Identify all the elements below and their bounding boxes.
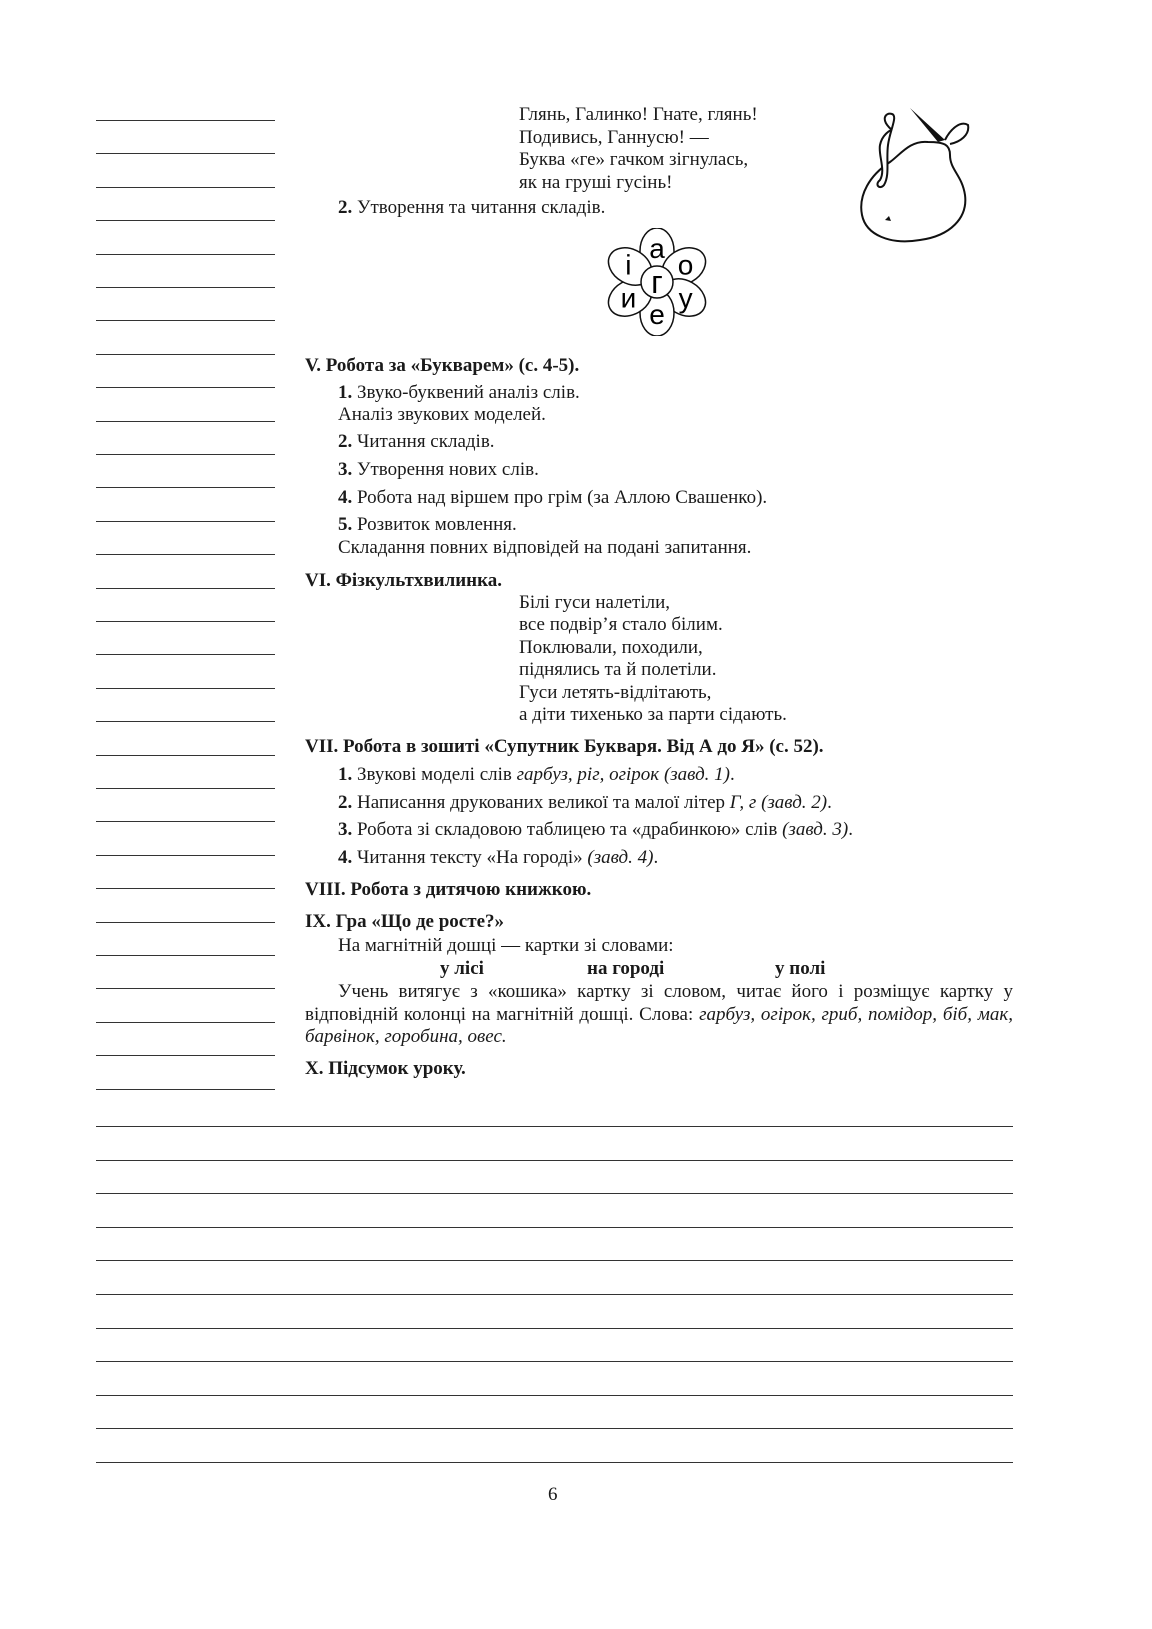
list-item: 1. Звукові моделі слів гарбуз, ріг, огірок (завд. 1). xyxy=(338,764,735,785)
note-line xyxy=(96,821,275,822)
poem-line: Буква «ге» гачком зігнулась, xyxy=(519,149,749,170)
note-line xyxy=(96,153,275,154)
note-line xyxy=(96,1160,1013,1161)
poem-line: а діти тихенько за парти сідають. xyxy=(519,704,787,725)
poem-line: піднялись та й полетіли. xyxy=(519,659,717,681)
note-line xyxy=(96,487,275,488)
note-line xyxy=(96,1193,1013,1194)
note-line xyxy=(96,554,275,555)
poem-line: Подивись, Ганнусю! — xyxy=(519,127,709,148)
card-word: на городі xyxy=(587,958,665,979)
list-item: 4. Читання тексту «На городі» (завд. 4). xyxy=(338,846,659,868)
note-line xyxy=(96,988,275,989)
step-2: 2. Утворення та читання складів. xyxy=(338,197,606,218)
list-item: 4. Робота над віршем про грім (за Аллою Свашенко). xyxy=(338,487,768,508)
note-line xyxy=(96,955,275,956)
list-item: Аналіз звукових моделей. xyxy=(338,404,546,425)
poem-line: Поклювали, походили, xyxy=(519,636,703,658)
note-line xyxy=(96,1428,1013,1429)
list-item: 1. Звуко-буквений аналіз слів. xyxy=(338,382,580,403)
note-line xyxy=(96,788,275,789)
petal-letter: о xyxy=(677,249,694,281)
note-line xyxy=(96,354,275,355)
note-line xyxy=(96,1395,1013,1396)
note-line xyxy=(96,387,275,388)
note-line xyxy=(96,521,275,522)
section-9-heading: IX. Гра «Що де росте?» xyxy=(305,911,504,932)
note-line xyxy=(96,855,275,856)
list-item: 2. Написання друкованих великої та малої літер Г, г (завд. 2). xyxy=(338,791,832,813)
note-line xyxy=(96,688,275,689)
note-line xyxy=(96,1260,1013,1261)
note-line xyxy=(96,922,275,923)
section-9-intro: На магнітній дошці — картки зі словами: xyxy=(338,935,674,956)
section-10-heading: X. Підсумок уроку. xyxy=(305,1058,466,1079)
note-line xyxy=(96,1328,1013,1329)
note-line xyxy=(96,454,275,455)
poem-line: все подвір’я стало білим. xyxy=(519,614,723,636)
note-line xyxy=(96,588,275,589)
page-number: 6 xyxy=(548,1484,558,1505)
card-word: у полі xyxy=(775,958,826,979)
section-6-heading: VI. Фізкультхвилинка. xyxy=(305,570,503,591)
note-line xyxy=(96,1022,275,1023)
section-8-heading: VIII. Робота з дитячою книжкою. xyxy=(305,879,592,900)
petal-letter: а xyxy=(649,233,665,264)
poem-line: Білі гуси налетіли, xyxy=(519,592,671,613)
note-line xyxy=(96,320,275,321)
note-line xyxy=(96,621,275,622)
note-line xyxy=(96,1126,1013,1127)
list-item: Складання повних відповідей на подані запитання. xyxy=(338,537,752,558)
list-item: 2. Читання складів. xyxy=(338,431,495,452)
section-9-paragraph: Учень витягує з «кошика» картку зі словом, читає його і розміщує картку у відповідній колонці на магнітній дошці. Слова: гарбуз, огірок, гриб, помідор, біб, мак, барвінок, горобина, овес. xyxy=(305,981,1013,1047)
list-item: 5. Розвиток мовлення. xyxy=(338,514,517,535)
note-line xyxy=(96,421,275,422)
petal-letter: і xyxy=(625,249,632,281)
note-line xyxy=(96,1055,275,1056)
note-line xyxy=(96,287,275,288)
note-line xyxy=(96,1361,1013,1362)
note-line xyxy=(96,120,275,121)
poem-line: Гуси летять-відлітають, xyxy=(519,681,712,703)
section-7-heading: VII. Робота в зошиті «Супутник Букваря. Від А до Я» (с. 52). xyxy=(305,736,824,757)
list-item: 3. Утворення нових слів. xyxy=(338,459,539,480)
note-line xyxy=(96,755,275,756)
note-line xyxy=(96,1227,1013,1228)
petal-letter: у xyxy=(678,282,693,314)
note-line xyxy=(96,187,275,188)
petal-letter: е xyxy=(649,299,665,330)
pear-caterpillar-illustration xyxy=(850,100,975,245)
card-word: у лісі xyxy=(440,958,484,979)
note-line xyxy=(96,1089,275,1090)
note-line xyxy=(96,254,275,255)
note-line xyxy=(96,654,275,655)
note-line xyxy=(96,220,275,221)
syllable-flower xyxy=(605,228,710,336)
section-5-heading: V. Робота за «Букварем» (с. 4-5). xyxy=(305,355,580,376)
center-letter: г xyxy=(651,264,663,300)
note-line xyxy=(96,721,275,722)
poem-line: Глянь, Галинко! Гнате, глянь! xyxy=(519,104,758,125)
petal-letter: и xyxy=(620,282,637,314)
note-line xyxy=(96,1462,1013,1463)
poem-line: як на груші гусінь! xyxy=(519,172,673,193)
note-line xyxy=(96,1294,1013,1295)
list-item: 3. Робота зі складовою таблицею та «драбинкою» слів (завд. 3). xyxy=(338,819,853,841)
note-line xyxy=(96,888,275,889)
